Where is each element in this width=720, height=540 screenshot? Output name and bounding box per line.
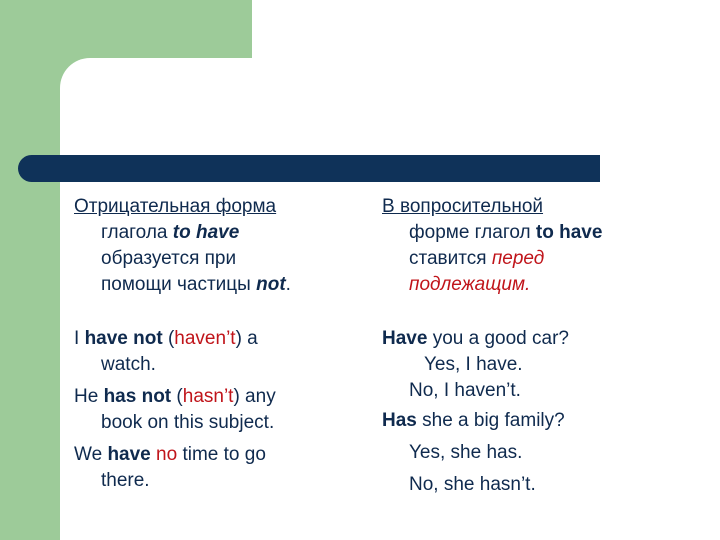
to-have-term: to have <box>172 222 240 243</box>
question-form-column <box>382 194 682 498</box>
intro-text: образуется при <box>101 248 237 269</box>
example-1-cont: watch. <box>101 354 156 375</box>
negative-intro <box>74 194 364 220</box>
answer-no-2: No, she hasn’t. <box>409 474 536 495</box>
example-3: We have no time to go <box>74 444 266 465</box>
intro-text: помощи частицы <box>101 274 257 295</box>
question-2: Has she a big family? <box>382 410 565 431</box>
example-2-cont: book on this subject. <box>101 412 275 433</box>
negative-form-column <box>74 194 364 494</box>
red-emphasis: перед <box>491 248 545 269</box>
negative-heading: Отрицательная форма <box>74 196 277 217</box>
example-1: I have not (haven’t) a <box>74 328 258 349</box>
example-3-cont: there. <box>101 470 150 491</box>
intro-text: ставится <box>409 248 492 269</box>
to-have-term: to have <box>535 222 603 243</box>
answer-yes-1: Yes, I have. <box>424 354 523 375</box>
intro-text: . <box>285 274 291 295</box>
answer-yes-2: Yes, she has. <box>409 442 523 463</box>
not-term: not <box>256 274 286 295</box>
intro-text: форме глагол <box>409 222 536 243</box>
answer-no-1: No, I haven’t. <box>409 380 521 401</box>
red-emphasis: подлежащим. <box>409 274 531 295</box>
question-heading: В вопросительной <box>382 196 544 217</box>
question-1: Have you a good car? <box>382 328 569 349</box>
green-side-bar <box>0 0 60 540</box>
navy-divider-bar <box>18 155 600 182</box>
intro-text: глагола <box>101 222 173 243</box>
example-2: He has not (hasn’t) any <box>74 386 276 407</box>
